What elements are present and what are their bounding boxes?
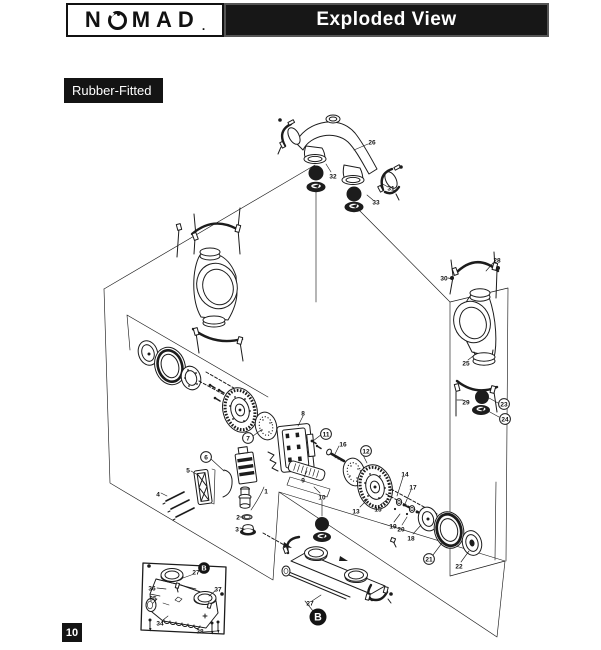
callout-27: [306, 600, 314, 607]
svg-text:18: 18: [407, 535, 415, 543]
callout-2: [236, 514, 240, 521]
intake-manifold: [263, 500, 396, 603]
svg-text:28: 28: [493, 257, 501, 265]
callout-28: [493, 257, 501, 264]
callout-3: [235, 526, 239, 533]
svg-text:27: 27: [306, 600, 314, 608]
callout-31: [387, 185, 395, 192]
svg-text:10: 10: [318, 494, 326, 502]
svg-text:26: 26: [368, 139, 376, 147]
callout-20: [397, 526, 405, 533]
logo-letters-mad: MAD: [131, 7, 200, 32]
callout-leader-lines: [153, 144, 499, 632]
callout-33: [372, 199, 380, 206]
callout-18: [407, 535, 415, 542]
callout-15: [374, 506, 382, 513]
svg-text:4: 4: [156, 491, 160, 499]
callout-12: [361, 446, 372, 457]
right-outer-chamber: [448, 252, 500, 416]
callout-37: [214, 586, 222, 593]
callout-4: [156, 491, 160, 498]
detail-marker-B: [310, 609, 327, 626]
svg-text:11: 11: [322, 431, 330, 439]
callout-10: [318, 494, 326, 501]
svg-text:29: 29: [462, 399, 470, 407]
svg-text:13: 13: [352, 508, 360, 516]
callout-34: [156, 620, 164, 627]
left-diaphragm-stack: [135, 338, 280, 442]
callout-1: [264, 488, 268, 495]
svg-text:37: 37: [214, 586, 222, 594]
svg-text:20: 20: [397, 526, 405, 534]
svg-text:32: 32: [329, 173, 337, 181]
callout-19: [389, 523, 397, 530]
logo-trademark-dot: .: [201, 19, 206, 33]
svg-text:19: 19: [389, 523, 397, 531]
callout-22: [455, 563, 463, 570]
svg-text:6: 6: [204, 454, 208, 462]
callout-35: [149, 595, 157, 602]
callout-26: [368, 139, 376, 146]
svg-text:9: 9: [301, 477, 305, 485]
callout-24: [500, 414, 511, 425]
callout-11: [321, 429, 332, 440]
svg-text:15: 15: [374, 506, 382, 514]
svg-text:B: B: [201, 563, 207, 573]
callout-21: [424, 554, 435, 565]
svg-text:B: B: [314, 611, 322, 624]
page-title: Exploded View: [316, 9, 457, 30]
svg-text:24: 24: [501, 416, 509, 424]
callout-16: [339, 441, 347, 448]
svg-text:27: 27: [192, 569, 200, 577]
discharge-manifold: [278, 115, 403, 212]
svg-text:17: 17: [409, 484, 417, 492]
callout-13: [352, 508, 360, 515]
callout-5: [186, 467, 190, 474]
left-outer-chamber: [176, 208, 243, 361]
svg-text:16: 16: [339, 441, 347, 449]
svg-text:35: 35: [149, 595, 157, 603]
svg-text:5: 5: [186, 467, 190, 475]
svg-text:1: 1: [264, 488, 268, 496]
callout-32: [329, 173, 337, 180]
svg-text:8: 8: [301, 410, 305, 418]
svg-text:12: 12: [362, 448, 370, 456]
page-number: 10: [62, 623, 82, 642]
svg-text:38: 38: [196, 628, 204, 636]
svg-text:34: 34: [156, 620, 164, 628]
callout-9: [301, 477, 305, 484]
svg-text:31: 31: [387, 185, 395, 193]
right-diaphragm-stack: [353, 461, 485, 558]
callout-14: [401, 471, 409, 478]
logo-letter-n: N: [84, 7, 107, 32]
callout-23: [499, 399, 510, 410]
svg-text:25: 25: [462, 360, 470, 368]
svg-text:7: 7: [246, 435, 250, 443]
callout-30: [440, 275, 448, 282]
callout-7: [243, 433, 254, 444]
svg-text:22: 22: [455, 563, 463, 571]
svg-text:21: 21: [425, 556, 433, 564]
svg-text:36: 36: [148, 585, 156, 593]
svg-text:14: 14: [401, 471, 409, 479]
svg-text:3: 3: [235, 526, 239, 534]
svg-text:23: 23: [500, 401, 508, 409]
callout-17: [409, 484, 417, 491]
callout-8: [301, 410, 305, 417]
svg-text:30: 30: [440, 275, 448, 283]
svg-text:33: 33: [372, 199, 380, 207]
callout-36: [148, 585, 156, 592]
detail-marker-B: [198, 562, 210, 574]
callout-38: [196, 628, 204, 635]
callout-6: [201, 452, 212, 463]
callout-29: [462, 399, 470, 406]
callout-25: [462, 360, 470, 367]
svg-text:2: 2: [236, 514, 240, 522]
section-label: Rubber-Fitted: [64, 78, 163, 103]
